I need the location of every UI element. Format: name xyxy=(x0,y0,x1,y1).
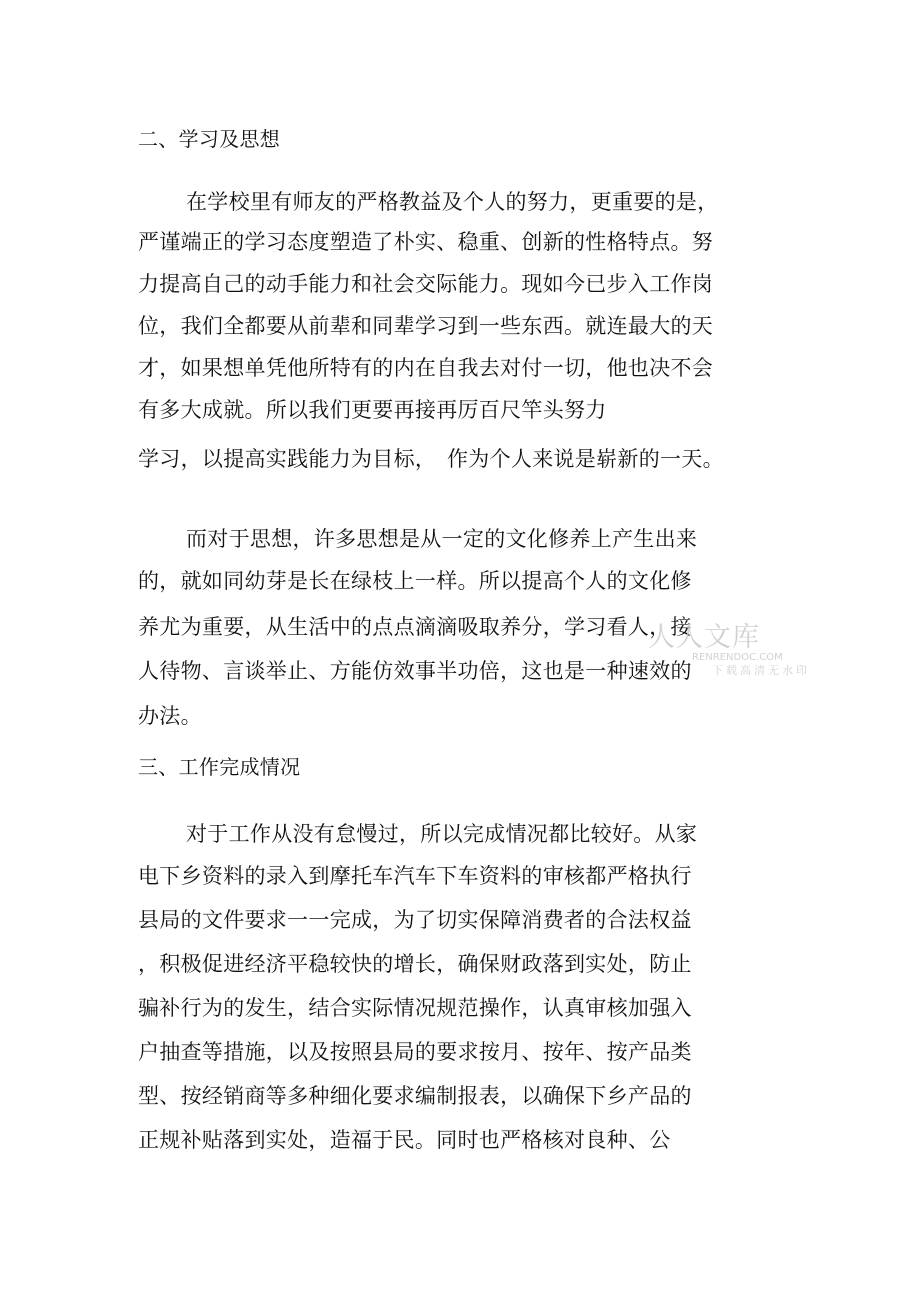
paragraph-line: 在学校里有师友的严格教益及个人的努力，更重要的是， xyxy=(186,190,719,214)
paragraph-line: 正规补贴落到实处，造福于民。同时也严格核对良种、公 xyxy=(138,1128,671,1152)
paragraph-line: 才，如果想单凭他所特有的内在自我去对付一切，他也决不会 xyxy=(138,356,714,380)
paragraph-line: 县局的文件要求一一完成，为了切实保障消费者的合法权益 xyxy=(138,908,692,932)
paragraph-line: 的，就如同幼芽是长在绿枝上一样。所以提高个人的文化修 xyxy=(138,569,692,593)
watermark-slogan: 下载高清无水印 xyxy=(712,664,810,677)
watermark-domain: RENRENDOC.COM xyxy=(692,652,783,663)
watermark-logo xyxy=(648,622,810,682)
paragraph-line: 严谨端正的学习态度塑造了朴实、稳重、创新的性格特点。努 xyxy=(138,230,714,254)
section-heading-work-completion: 三、工作完成情况 xyxy=(138,755,301,779)
paragraph-line: 有多大成就。所以我们更要再接再厉百尺竿头努力 xyxy=(138,398,607,422)
paragraph-line: 而对于思想，许多思想是从一定的文化修养上产生出来 xyxy=(186,527,698,551)
paragraph-line: 户抽查等措施，以及按照县局的要求按月、按年、按产品类 xyxy=(138,1040,692,1064)
paragraph-line: 学习，以提高实践能力为目标， 作为个人来说是崭新的一天。 xyxy=(138,447,724,471)
paragraph-line: 型、按经销商等多种细化要求编制报表，以确保下乡产品的 xyxy=(138,1084,692,1108)
paragraph-line: 对于工作从没有怠慢过，所以完成情况都比较好。从家 xyxy=(186,822,698,846)
paragraph-line: ，积极促进经济平稳较快的增长，确保财政落到实处，防止 xyxy=(138,952,692,976)
paragraph-line: 力提高自己的动手能力和社会交际能力。现如今已步入工作岗 xyxy=(138,272,714,296)
paragraph-line: 办法。 xyxy=(138,704,202,728)
paragraph-line: 骗补行为的发生，结合实际情况规范操作，认真审核加强入 xyxy=(138,996,692,1020)
section-heading-study-thought: 二、学习及思想 xyxy=(138,127,281,151)
paragraph-line: 位，我们全都要从前辈和同辈学习到一些东西。就连最大的天 xyxy=(138,314,714,338)
paragraph-line: 人待物、言谈举止、方能仿效事半功倍，这也是一种速效的 xyxy=(138,659,692,683)
watermark-title: 人人文库 xyxy=(648,622,760,653)
paragraph-line: 养尤为重要，从生活中的点点滴滴吸取养分，学习看人，接 xyxy=(138,615,692,639)
paragraph-line: 电下乡资料的录入到摩托车汽车下车资料的审核都严格执行 xyxy=(138,864,692,888)
